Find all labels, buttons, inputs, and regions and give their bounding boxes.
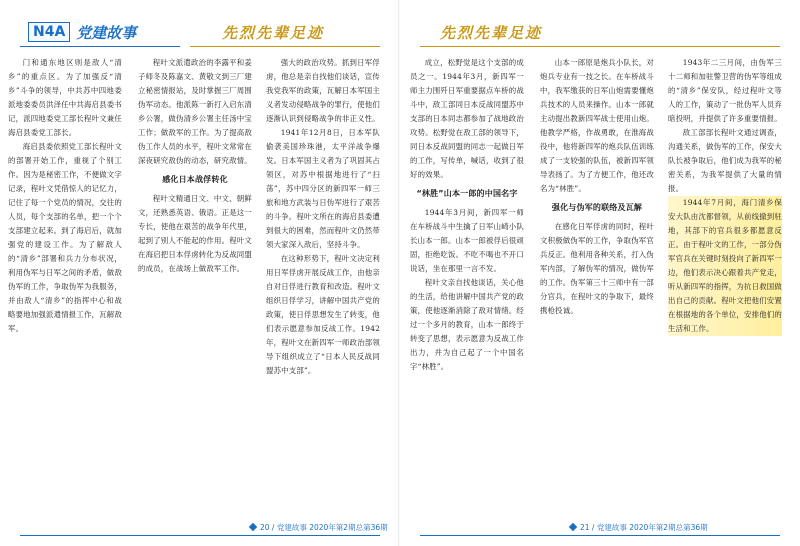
page-footer-text: 20 / 党建故事 2020年第2期总第36期 — [260, 522, 388, 532]
footer-diamond-icon — [569, 523, 577, 531]
paragraph: 在这种形势下，程叶文决定利用日军俘虏开展反战工作，由他亲自对日俘进行教育和改造。程叶文组织日俘学习，讲解中国共产党的政策，使日俘思想发生了转变，他们表示愿意参加反战工作。1942年，程叶文在新四军一师政治部领导下组织成立了“日本人民反战同盟苏中支部”。 — [266, 254, 380, 375]
header-rule-blue — [20, 46, 180, 47]
footer-rule — [20, 535, 380, 536]
left-column-3 — [266, 56, 380, 508]
section-heading: 强化与伪军的联络及瓦解 — [551, 203, 643, 212]
paragraph: 成立，松野觉是这个支部的成员之一。1944年3月，新四军一师主力围歼日军重要据点车桥的战斗中，敌工部同日本反战同盟苏中支部的日本同志都参加了战地政治攻势。松野觉在敌工部的领导下，同日本反战同盟的同志一起做日军的工作，写传单，喊话，收到了很好的效果。 — [410, 58, 524, 179]
paragraph: 在感化日军俘虏的同时，程叶文积极做伪军的工作，争取伪军官兵反正。他利用各种关系，打入伪军内部，了解伪军的情况，做伪军的工作。伪军第三十三师中有一部分官兵，在程叶文的争取下，最终携枪投诚。 — [540, 222, 654, 315]
header-rule-gold — [420, 46, 780, 47]
paragraph: 程叶文派遣政治的李露平和姜子师冬及陈嘉文、黄敬文到三厂建立秘密情报站，及时掌握三厂周围伪军动态。他派陈一新打入启东清乡公署，做伪清乡公署主任汤中宝工作；做敌军的工作。为了提高敌伪工作人员的水平，程叶文常常在深夜研究敌伪的动态，研究敌情。 — [138, 58, 252, 165]
right-column-2 — [540, 56, 654, 508]
right-column-3 — [668, 56, 782, 508]
paragraph: 强大的政治攻势。抓到日军俘虏，他总是亲自找他们谈话，宣传我党我军的政策，瓦解日本军国主义者发动侵略战争的罪行，使他们逐渐认识到侵略战争的非正义性。 — [266, 58, 380, 123]
paragraph: 敌工部部长程叶文通过调查，沟通关系，做伪军的工作，保安大队长被争取后，他们成为我军的秘密关系，为我军提供了大量的情报。 — [668, 128, 782, 193]
highlighted-paragraph: 1944年7月间，海门清乡保安大队由沈都督领，从前线撤到驻地，其部下的官兵很多都愿意反正。由于程叶文的工作，一部分伪军官兵在关键时刻投向了新四军一边，他们表示决心跟着共产党走，听从新四军的指挥，为抗日救国做出自己的贡献。程叶文把他们安置在根据地的各个单位，安排他们的生活和工作。 — [668, 196, 782, 336]
header-rule-gold — [190, 46, 380, 47]
footer-rule — [420, 535, 780, 536]
paragraph: 海启县委依照党工部长程叶文的部署开始工作，重视了个别工作。因为是秘密工作，不便做文字记录，程叶文凭借惊人的记忆力，记住了每一个党员的情况，交往的人员，每个支部的名单，把一个个支部建立起来。到了海启后，就加强党的建设工作。为了解敌人的“清乡”部署和兵力分布状况，利用伪军与日军之间的矛盾，做敌伪军的工作，争取伪军为我服务，并由敌人“清乡”的指挥中心和战略要地加强派遣情报工作，瓦解敌军。 — [8, 142, 122, 333]
paragraph: 程叶文精通日文、中文、朝鲜文，还熟悉英语、俄语。正是这一专长，使他在艰苦的战争年代里，起到了别人不能起的作用。程叶文在海启把日本俘虏转化为反战同盟的成员，在战场上做敌军工作。 — [138, 194, 252, 273]
right-column-1 — [410, 56, 524, 508]
paragraph: 门和通东地区则是敌人“清乡”的重点区。为了加强反“清乡”斗争的领导，中共苏中四地委派地委委员洪泽任中共海启县委书记，派四地委党工部长程叶文兼任海启县委党工部长。 — [8, 58, 122, 137]
paragraph: 山本一郎原是炮兵小队长，对炮兵专业有一技之长。在车桥战斗中，我军缴获的日军山炮需要懂炮兵技术的人员来操作。山本一郎就主动提出教新四军战士使用山炮。他教学严格，作战勇敢，在淮海战役中，他将新四军的炮兵队伍训练成了一支较强的队伍，被新四军领导表扬了。为了方便工作，他还改名为“林胜”。 — [540, 58, 654, 193]
right-footer — [570, 520, 708, 534]
left-footer — [250, 520, 388, 534]
left-column-2 — [138, 56, 252, 508]
section-heading: “林胜”山本一郎的中国名字 — [416, 189, 518, 198]
paragraph: 1944年3月间，新四军一师在车桥战斗中生擒了日军山崎小队长山本一郎。山本一郎被俘后很顽固，拒绝吃饭。不吃不喝也不开口说话，坐在那里一言不发。 — [410, 208, 524, 273]
right-banner — [440, 20, 542, 44]
banner-title: 先烈先辈足迹 — [222, 23, 325, 42]
page-footer-text: 21 / 党建故事 2020年第2期总第36期 — [580, 522, 708, 532]
banner-title: 先烈先辈足迹 — [440, 23, 543, 42]
magazine-logo: N4A — [28, 22, 70, 42]
left-header — [28, 20, 136, 44]
paragraph: 程叶文亲自找他谈话，关心他的生活，给他讲解中国共产党的政策，使他逐渐消除了敌对情绪。经过一个多月的教育，山本一郎终于转变了思想，表示愿意为反战工作出力，并为自己起了一个中国名字“林胜”。 — [410, 278, 524, 371]
right-page — [400, 0, 800, 546]
left-column-1 — [8, 56, 122, 508]
paragraph: 1941年12月8日，日本军队偷袭美国珍珠港，太平洋战争爆发。日本军国主义者为了巩固其占领区，对苏中根据地进行了“扫荡”，苏中四分区的新四军一师三旅和地方武装与日伪军进行了艰苦的斗争。程叶文所在的海启县委遭到很大的困难，然而程叶文仍然带领大家深入敌后，坚持斗争。 — [266, 128, 380, 249]
left-banner — [222, 20, 324, 44]
column-name: 党建故事 — [76, 23, 137, 42]
paragraph: 1943年二三月间，由伪军三十二师和加驻警卫营的伪军等组成的“清乡”保安队，经过程叶文等人的工作，策动了一批伪军人员弃暗投明，并提供了许多重要情报。 — [668, 58, 782, 123]
footer-diamond-icon — [249, 523, 257, 531]
section-heading: 感化日本战俘转化 — [162, 175, 228, 184]
